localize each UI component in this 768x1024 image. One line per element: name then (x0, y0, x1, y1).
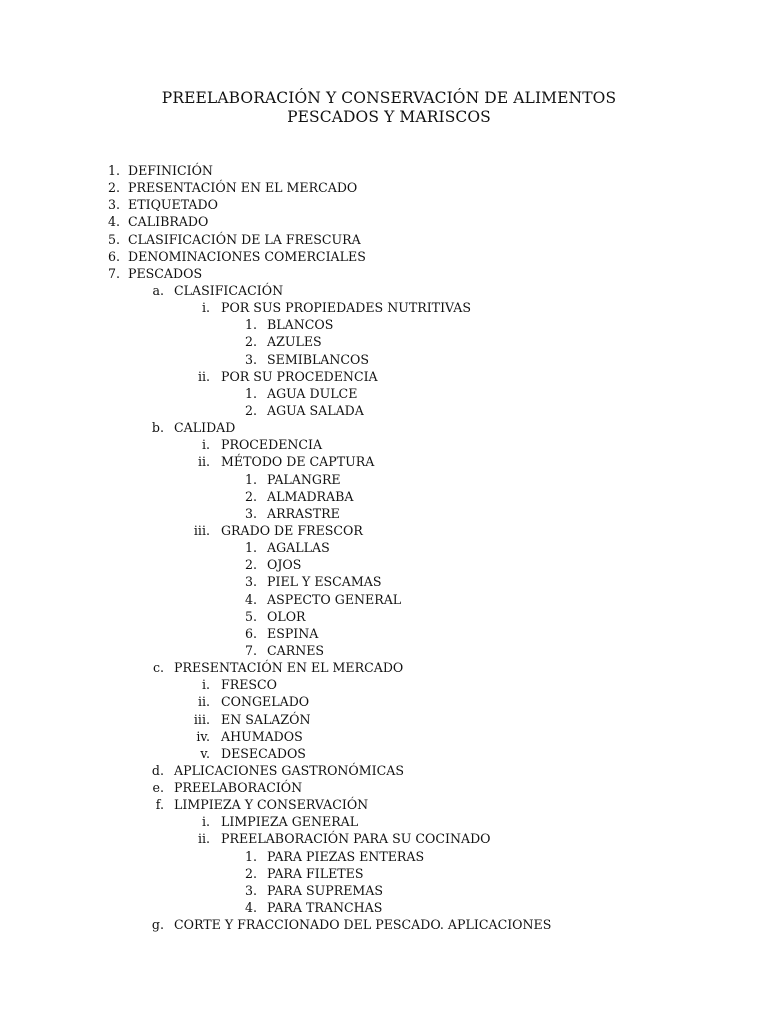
outline-item-level-4 (0, 539, 768, 556)
document-title: PREELABORACIÓN Y CONSERVACIÓN DE ALIMENTOS (161, 89, 617, 107)
outline-item-level-3 (0, 711, 768, 728)
outline-item-level-3 (0, 745, 768, 762)
outline-item-text: CLASIFICACIÓN DE LA FRESCURA (128, 231, 361, 247)
outline-item-marker: 2. (244, 402, 257, 418)
outline-item-marker: b. (151, 420, 164, 436)
outline-item-level-4 (0, 608, 768, 625)
outline-item-marker: 3. (244, 505, 257, 521)
outline-item-marker: ii. (197, 454, 210, 470)
outline-item-text: BLANCOS (267, 317, 334, 333)
outline-item-marker: i. (201, 437, 210, 453)
outline-item-level-4 (0, 333, 768, 350)
outline-item-text: OLOR (267, 608, 306, 624)
outline-item-marker: iii. (193, 711, 210, 727)
outline-item-marker: i. (201, 677, 210, 693)
outline-item-level-2 (0, 659, 768, 676)
outline-item-marker: 3. (244, 574, 257, 590)
outline-item-level-4 (0, 625, 768, 642)
outline-item-text: PARA TRANCHAS (267, 900, 383, 916)
outline-item-level-2 (0, 282, 768, 299)
outline-item-level-4 (0, 385, 768, 402)
outline-item-text: PRESENTACIÓN EN EL MERCADO (128, 180, 358, 196)
outline-item-marker: e. (152, 780, 164, 796)
outline-item-marker: 2. (244, 334, 257, 350)
outline-item-text: DEFINICIÓN (128, 163, 213, 178)
outline-item-level-4 (0, 865, 768, 882)
outline-item-text: APLICACIONES GASTRONÓMICAS (174, 762, 404, 778)
outline-item-level-3 (0, 436, 768, 453)
outline-item-text: PROCEDENCIA (221, 437, 323, 453)
outline-item-level-1 (0, 179, 768, 196)
outline-item-text: LIMPIEZA GENERAL (221, 814, 359, 830)
outline-item-marker: g. (151, 917, 164, 933)
outline-item-marker: 1. (107, 163, 120, 178)
outline-item-marker: 4. (244, 900, 257, 916)
outline-item-text: GRADO DE FRESCOR (221, 522, 363, 538)
outline-item-text: CALIDAD (174, 420, 236, 436)
outline-item-text: ESPINA (267, 625, 319, 641)
outline-item-level-1 (0, 196, 768, 213)
outline-item-level-2 (0, 762, 768, 779)
outline-item-marker: 2. (244, 865, 257, 881)
outline-item-marker: 2. (107, 180, 120, 196)
document-subtitle: PESCADOS Y MARISCOS (287, 108, 491, 126)
outline-item-level-4 (0, 316, 768, 333)
outline-item-level-2 (0, 779, 768, 796)
outline-item-level-4 (0, 488, 768, 505)
outline-list (0, 162, 768, 933)
outline-item-marker: 2. (244, 557, 257, 573)
outline-item-text: EN SALAZÓN (221, 711, 311, 727)
outline-item-level-4 (0, 642, 768, 659)
outline-item-text: CARNES (267, 642, 325, 658)
outline-item-marker: 6. (244, 625, 257, 641)
outline-item-marker: i. (201, 300, 210, 316)
outline-item-level-3 (0, 368, 768, 385)
outline-item-text: PIEL Y ESCAMAS (267, 574, 382, 590)
outline-item-text: PARA SUPREMAS (267, 882, 383, 898)
outline-item-marker: a. (152, 282, 164, 298)
outline-item-level-3 (0, 676, 768, 693)
outline-item-text: ALMADRABA (267, 488, 354, 504)
outline-item-marker: 3. (107, 197, 120, 213)
outline-item-marker: 4. (107, 214, 120, 230)
outline-item-level-3 (0, 728, 768, 745)
outline-item-text: SEMIBLANCOS (267, 351, 370, 367)
outline-item-level-4 (0, 591, 768, 608)
outline-item-level-3 (0, 453, 768, 470)
outline-item-marker: 1. (244, 471, 257, 487)
outline-item-text: POR SUS PROPIEDADES NUTRITIVAS (221, 300, 472, 316)
outline-item-text: AGUA SALADA (267, 402, 364, 418)
outline-item-level-1 (0, 231, 768, 248)
outline-item-marker: 7. (107, 265, 120, 281)
outline-item-text: LIMPIEZA Y CONSERVACIÓN (174, 797, 369, 813)
outline-item-marker: 1. (244, 385, 257, 401)
outline-item-marker: 5. (107, 231, 120, 247)
outline-item-text: PALANGRE (267, 471, 341, 487)
outline-item-text: ASPECTO GENERAL (267, 591, 402, 607)
outline-item-marker: ii. (197, 831, 210, 847)
outline-item-level-1 (0, 248, 768, 265)
outline-item-marker: 1. (244, 317, 257, 333)
outline-item-marker: c. (152, 660, 164, 676)
outline-item-text: AGALLAS (267, 540, 330, 556)
outline-item-level-3 (0, 693, 768, 710)
outline-item-level-3 (0, 299, 768, 316)
outline-item-level-2 (0, 419, 768, 436)
outline-item-marker: ii. (197, 694, 210, 710)
outline-item-level-1 (0, 162, 768, 179)
outline-item-text: PARA FILETES (267, 865, 364, 881)
outline-item-level-2 (0, 916, 768, 933)
outline-item-marker: 6. (107, 248, 120, 264)
outline-item-level-1 (0, 213, 768, 230)
outline-item-text: AGUA DULCE (267, 385, 358, 401)
outline-item-text: DESECADOS (221, 745, 306, 761)
outline-item-marker: ii. (197, 368, 210, 384)
outline-item-level-4 (0, 848, 768, 865)
outline-item-text: PREELABORACIÓN PARA SU COCINADO (221, 831, 491, 847)
outline-item-text: PRESENTACIÓN EN EL MERCADO (174, 660, 404, 676)
outline-item-text: POR SU PROCEDENCIA (221, 368, 378, 384)
outline-item-marker: 7. (244, 642, 257, 658)
outline-item-text: FRESCO (221, 677, 278, 693)
outline-item-text: PESCADOS (128, 265, 203, 281)
outline-item-marker: 3. (244, 882, 257, 898)
outline-item-level-4 (0, 351, 768, 368)
outline-item-text: CLASIFICACIÓN (174, 282, 284, 298)
outline-item-text: PARA PIEZAS ENTERAS (267, 848, 425, 864)
outline-item-text: ETIQUETADO (128, 197, 218, 213)
outline-item-level-4 (0, 556, 768, 573)
outline-item-text: CALIBRADO (128, 214, 209, 230)
outline-item-marker: d. (151, 762, 164, 778)
outline-item-text: DENOMINACIONES COMERCIALES (128, 248, 366, 264)
outline-item-level-4 (0, 402, 768, 419)
outline-item-marker: iv. (196, 728, 210, 744)
outline-item-text: AZULES (267, 334, 322, 350)
outline-item-level-4 (0, 882, 768, 899)
outline-item-marker: 2. (244, 488, 257, 504)
outline-item-marker: 5. (244, 608, 257, 624)
outline-item-level-3 (0, 522, 768, 539)
outline-item-text: CORTE Y FRACCIONADO DEL PESCADO. APLICACIONES (174, 917, 552, 933)
outline-item-text: MÉTODO DE CAPTURA (221, 454, 375, 470)
outline-item-level-4 (0, 471, 768, 488)
outline-item-level-3 (0, 830, 768, 847)
outline-item-marker: v. (200, 745, 210, 761)
outline-item-text: ARRASTRE (267, 505, 340, 521)
outline-item-marker: f. (155, 797, 164, 813)
outline-item-marker: 1. (244, 540, 257, 556)
outline-item-marker: i. (201, 814, 210, 830)
outline-item-level-4 (0, 573, 768, 590)
outline-item-text: PREELABORACIÓN (174, 780, 303, 796)
outline-item-marker: 1. (244, 848, 257, 864)
outline-item-marker: 4. (244, 591, 257, 607)
outline-item-level-4 (0, 899, 768, 916)
outline-item-level-3 (0, 813, 768, 830)
outline-item-marker: 3. (244, 351, 257, 367)
outline-item-level-4 (0, 505, 768, 522)
outline-item-text: OJOS (267, 557, 302, 573)
outline-item-text: CONGELADO (221, 694, 310, 710)
outline-item-level-2 (0, 796, 768, 813)
outline-item-text: AHUMADOS (221, 728, 303, 744)
outline-item-marker: iii. (193, 522, 210, 538)
outline-item-level-1 (0, 265, 768, 282)
